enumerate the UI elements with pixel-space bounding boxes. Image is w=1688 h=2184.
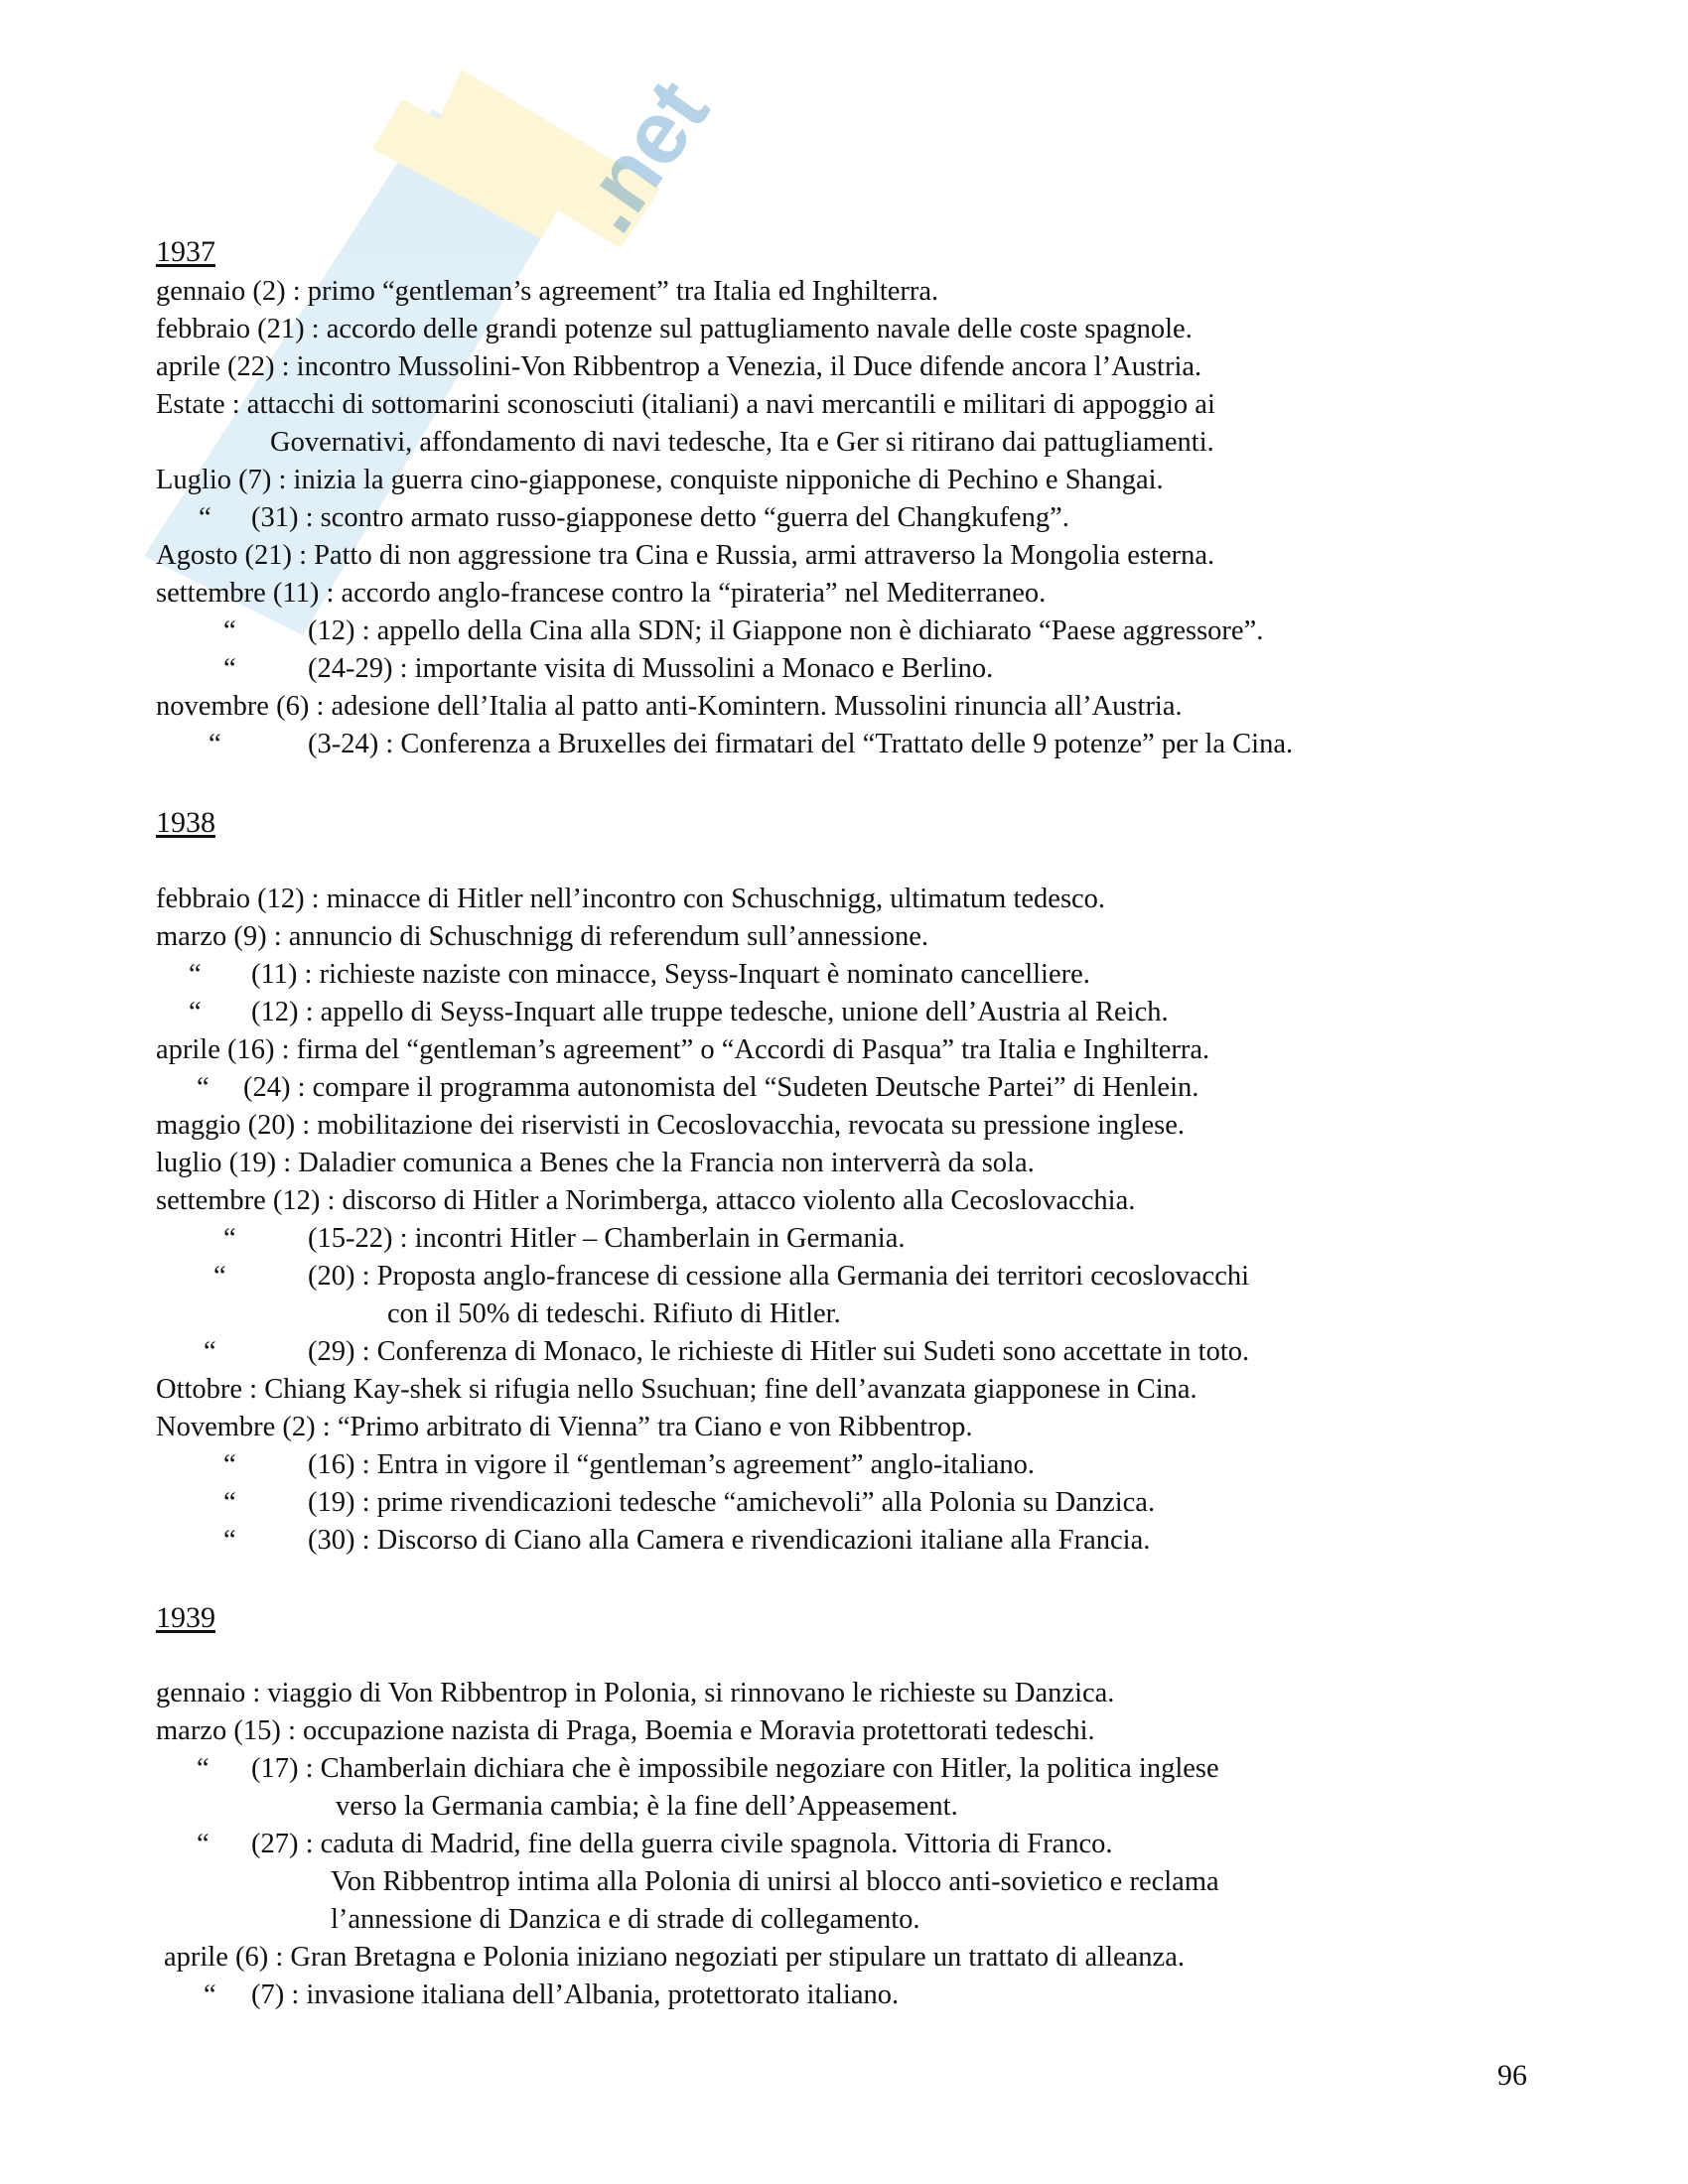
entry-line: (27) : caduta di Madrid, fine della guerra civile spagnola. Vittoria di Franco. [251,1829,1113,1859]
ditto-mark: “ [223,1487,236,1518]
entry-line: (7) : invasione italiana dell’Albania, protettorato italiano. [251,1979,900,2010]
entry-line: (30) : Discorso di Ciano alla Camera e rivendicazioni italiane alla Francia. [308,1525,1151,1556]
entry-line: Governativi, affondamento di navi tedesche, Ita e Ger si ritirano dai pattugliamenti. [270,427,1214,458]
entry-line: Luglio (7) : inizia la guerra cino-giapponese, conquiste nipponiche di Pechino e Shangai. [156,465,1164,495]
entry-line: Estate : attacchi di sottomarini sconosciuti (italiani) a navi mercantili e militari di appoggio ai [156,389,1215,420]
entry-line: (12) : appello di Seyss-Inquart alle truppe tedesche, unione dell’Austria al Reich. [251,997,1169,1027]
ditto-mark: “ [223,1223,236,1254]
entry-line: (12) : appello della Cina alla SDN; il Giappone non è dichiarato “Paese aggressore”. [308,615,1264,646]
page-number: 96 [1497,2059,1527,2092]
entry-line: (15-22) : incontri Hitler – Chamberlain in Germania. [308,1223,906,1254]
ditto-mark: “ [204,1979,216,2010]
ditto-mark: “ [209,729,221,759]
entry-line: l’annessione di Danzica e di strade di collegamento. [331,1904,920,1935]
entry-line: aprile (22) : incontro Mussolini-Von Ribbentrop a Venezia, il Duce difende ancora l’Austria. [156,351,1202,382]
entry-line: febbraio (12) : minacce di Hitler nell’incontro con Schuschnigg, ultimatum tedesco. [156,884,1106,914]
ditto-mark: “ [197,1072,210,1103]
entry-line: gennaio (2) : primo “gentleman’s agreement” tra Italia ed Inghilterra. [156,276,939,307]
entry-line: (24-29) : importante visita di Mussolini a Monaco e Berlino. [308,653,994,684]
ditto-mark: “ [223,653,236,684]
watermark-text: .net [555,63,729,250]
entry-line: febbraio (21) : accordo delle grandi potenze sul pattugliamento navale delle coste spagnole. [156,314,1193,344]
entry-line: Agosto (21) : Patto di non aggressione tra Cina e Russia, armi attraverso la Mongolia esterna. [156,540,1215,571]
entry-line: (11) : richieste naziste con minacce, Seyss-Inquart è nominato cancelliere. [251,959,1090,990]
ditto-mark: “ [197,1753,210,1784]
year-heading-1938: 1938 [156,806,215,839]
entry-line: settembre (12) : discorso di Hitler a Norimberga, attacco violento alla Cecoslovacchia. [156,1185,1136,1216]
year-heading-1937: 1937 [156,235,215,268]
entry-line: novembre (6) : adesione dell’Italia al patto anti-Komintern. Mussolini rinuncia all’Austria. [156,691,1183,722]
entry-line: verso la Germania cambia; è la fine dell’Appeasement. [336,1791,958,1822]
entry-line: (24) : compare il programma autonomista del “Sudeten Deutsche Partei” di Henlein. [243,1072,1199,1103]
ditto-mark: “ [223,615,236,646]
year-heading-1939: 1939 [156,1601,215,1634]
entry-line: (31) : scontro armato russo-giapponese detto “guerra del Changkufeng”. [251,502,1069,533]
entry-line: marzo (15) : occupazione nazista di Praga, Boemia e Moravia protettorati tedeschi. [156,1715,1095,1746]
entry-line: (16) : Entra in vigore il “gentleman’s agreement” anglo-italiano. [308,1449,1036,1480]
entry-line: (17) : Chamberlain dichiara che è impossibile negoziare con Hitler, la politica inglese [251,1753,1219,1784]
ditto-mark: “ [204,1336,216,1367]
ditto-mark: “ [189,997,202,1027]
entry-line: marzo (9) : annuncio di Schuschnigg di referendum sull’annessione. [156,921,929,952]
entry-line: con il 50% di tedeschi. Rifiuto di Hitler. [387,1298,841,1329]
entry-line: (3-24) : Conferenza a Bruxelles dei firmatari del “Trattato delle 9 potenze” per la Cina. [308,729,1294,759]
entry-line: maggio (20) : mobilitazione dei riservisti in Cecoslovacchia, revocata su pressione inglese. [156,1110,1185,1141]
entry-line: aprile (16) : firma del “gentleman’s agreement” o “Accordi di Pasqua” tra Italia e Inghilterra. [156,1034,1210,1065]
ditto-mark: “ [199,502,211,533]
ditto-mark: “ [223,1449,236,1480]
entry-line: Von Ribbentrop intima alla Polonia di unirsi al blocco anti-sovietico e reclama [331,1866,1219,1897]
entry-line: (29) : Conferenza di Monaco, le richieste di Hitler sui Sudeti sono accettate in toto. [308,1336,1250,1367]
entry-line: gennaio : viaggio di Von Ribbentrop in Polonia, si rinnovano le richieste su Danzica. [156,1678,1115,1708]
ditto-mark: “ [213,1261,226,1292]
entry-line: (19) : prime rivendicazioni tedesche “amichevoli” alla Polonia su Danzica. [308,1487,1156,1518]
entry-line: Ottobre : Chiang Kay-shek si rifugia nello Ssuchuan; fine dell’avanzata giapponese in Cina. [156,1374,1197,1405]
entry-line: Novembre (2) : “Primo arbitrato di Vienna” tra Ciano e von Ribbentrop. [156,1412,973,1442]
ditto-mark: “ [197,1829,210,1859]
ditto-mark: “ [223,1525,236,1556]
entry-line: luglio (19) : Daladier comunica a Benes che la Francia non interverrà da sola. [156,1148,1035,1178]
ditto-mark: “ [189,959,202,990]
entry-line: settembre (11) : accordo anglo-francese contro la “pirateria” nel Mediterraneo. [156,578,1047,609]
entry-line: (20) : Proposta anglo-francese di cessione alla Germania dei territori cecoslovacchi [308,1261,1250,1292]
entry-line: aprile (6) : Gran Bretagna e Polonia iniziano negoziati per stipulare un trattato di alleanza. [164,1942,1185,1973]
